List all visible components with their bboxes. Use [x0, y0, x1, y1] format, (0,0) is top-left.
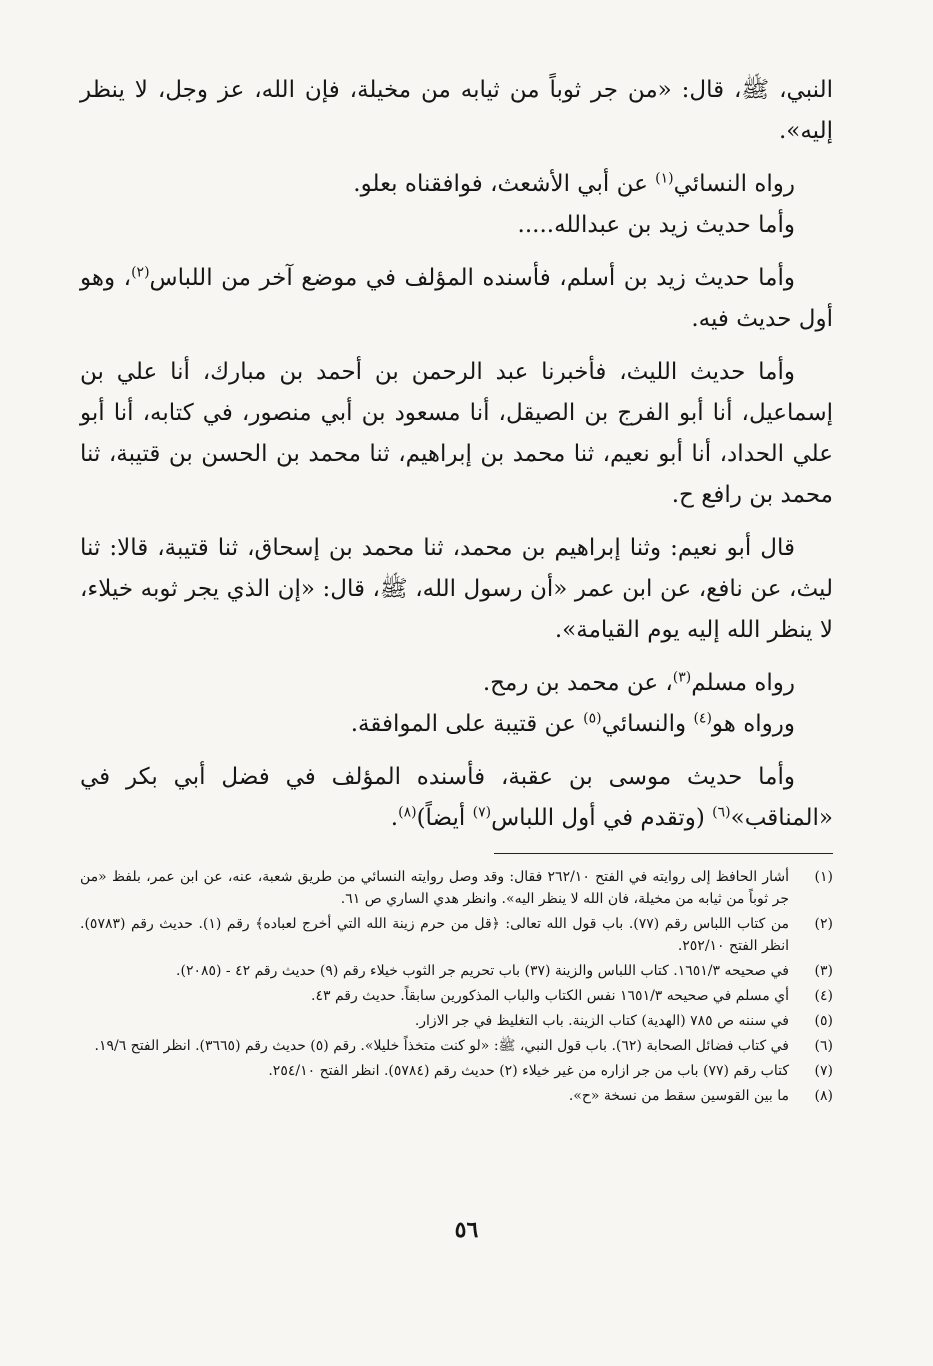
- paragraph-9-part-a: وأما حديث موسى بن عقبة، فأسنده المؤلف في فضل أبي بكر في «المناقب»: [80, 764, 833, 831]
- paragraph-7-tail: ، عن محمد بن رمح.: [482, 670, 673, 696]
- paragraph-4: [80, 258, 833, 340]
- footnote-number: (٧): [814, 1063, 833, 1079]
- footnote-text: ما بين القوسين سقط من نسخة «ح».: [568, 1088, 789, 1104]
- footnote-text: من كتاب اللباس رقم (٧٧). باب قول الله تعالى: ﴿قل من حرم زينة الله التي أخرج لعباده﴾ رقم (١). حديث رقم (٥٧٨٣). انظر الفتح ٢٥٢/١٠.: [80, 916, 789, 954]
- footnote-number: (٣): [814, 963, 833, 979]
- footnote-6: [80, 1035, 833, 1057]
- footnote-text: في كتاب فضائل الصحابة (٦٢). باب قول النبي، ﷺ: «لو كنت متخذاً خليلا». رقم (٥) حديث رقم (٣٦٦٥). انظر الفتح ١٩/٦.: [94, 1038, 789, 1054]
- paragraph-2-tail: عن أبي الأشعث، فوافقناه بعلو.: [353, 171, 656, 197]
- footnote-number: (٨): [814, 1088, 833, 1104]
- paragraph-9-part-d: .: [390, 805, 399, 831]
- footnote-4: [80, 985, 833, 1007]
- footnote-ref-8: (٨): [398, 804, 417, 821]
- footnote-text: في سننه ص ٧٨٥ (الهدية) كتاب الزينة. باب التغليظ في جر الازار.: [414, 1013, 789, 1029]
- page-content: [80, 70, 833, 1110]
- paragraph-1: النبي، ﷺ، قال: «من جر ثوباً من ثيابه من مخيلة، فإن الله، عز وجل، لا ينظر إليه».: [80, 77, 833, 144]
- paragraph-7: [80, 663, 833, 704]
- footnote-ref-6: (٦): [712, 804, 731, 821]
- footnote-number: (٥): [814, 1013, 833, 1029]
- footnote-number: (٤): [814, 988, 833, 1004]
- footnote-number: (١): [814, 869, 833, 885]
- footnote-5: [80, 1010, 833, 1032]
- footnote-ref-4: (٤): [693, 710, 712, 727]
- paragraph-2: [80, 164, 833, 205]
- page-number: ٥٦: [454, 1217, 479, 1243]
- footnote-number: (٢): [814, 916, 833, 932]
- paragraph-8-part-c: عن قتيبة على الموافقة.: [350, 711, 584, 737]
- footnote-text: كتاب رقم (٧٧) باب من جر ازاره من غير خيلاء (٢) حديث رقم (٥٧٨٤). انظر الفتح ٢٥٤/١٠.: [268, 1063, 789, 1079]
- footnote-number: (٦): [814, 1038, 833, 1054]
- paragraph-8-part-a: ورواه هو: [711, 711, 795, 737]
- paragraph-9: [80, 757, 833, 839]
- footnote-text: أي مسلم في صحيحه ١٦٥١/٣ نفس الكتاب والباب المذكورين سابقاً. حديث رقم ٤٣.: [311, 988, 789, 1004]
- footnote-text: أشار الحافظ إلى روايته في الفتح ٢٦٢/١٠ فقال: وقد وصل روايته النسائي من طريق شعبة، عنه، عن ابن عمر، بلفظ «من جر ثوباً من ثيابه من مخيلة، فان الله لا ينظر اليه». وانظر هدي الساري ص ٦١.: [80, 869, 789, 907]
- paragraph-6: قال أبو نعيم: وثنا إبراهيم بن محمد، ثنا محمد بن إسحاق، ثنا قتيبة، قالا: ثنا ليث، عن نافع، عن ابن عمر «أن رسول الله، ﷺ، قال: «إن الذي يجر ثوبه خيلاء، لا ينظر الله إليه يوم القيامة».: [80, 535, 833, 643]
- footnote-ref-7: (٧): [472, 804, 492, 821]
- paragraph-3: وأما حديث زيد بن عبدالله.....: [517, 212, 795, 238]
- paragraph-7-text: رواه مسلم: [691, 670, 795, 696]
- paragraph-2-text: رواه النسائي: [673, 171, 795, 197]
- footnote-ref-5: (٥): [583, 710, 602, 727]
- footnote-8: [80, 1085, 833, 1107]
- footnote-1: [80, 866, 833, 910]
- paragraph-8: [80, 704, 833, 745]
- main-text: [80, 70, 833, 839]
- paragraph-4-tail: ، وهو أول حديث فيه.: [80, 265, 833, 332]
- footnotes: [80, 866, 833, 1107]
- paragraph-4-text: وأما حديث زيد بن أسلم، فأسنده المؤلف في موضع آخر من اللباس: [149, 265, 795, 291]
- footnote-3: [80, 960, 833, 982]
- footnote-ref-1: (١): [655, 170, 674, 187]
- footnote-2: [80, 913, 833, 957]
- paragraph-9-part-b: (وتقدم في أول اللباس: [491, 805, 713, 831]
- footnote-ref-3: (٣): [672, 669, 692, 686]
- footnote-7: [80, 1060, 833, 1082]
- footnote-divider: [494, 853, 833, 854]
- paragraph-9-part-c: أيضاً): [416, 805, 473, 831]
- footnote-text: في صحيحه ١٦٥١/٣. كتاب اللباس والزينة (٣٧) باب تحريم جر الثوب خيلاء رقم (٩) حديث رقم ٤٢ - (٢٠٨٥).: [176, 963, 789, 979]
- paragraph-5: وأما حديث الليث، فأخبرنا عبد الرحمن بن أحمد بن مبارك، أنا علي بن إسماعيل، أنا أبو الفرج بن الصيقل، أنا مسعود بن أبي منصور، في كتابه، أنا أبو علي الحداد، أنا أبو نعيم، ثنا محمد بن إبراهيم، ثنا محمد بن الحسن بن قتيبة، ثنا محمد بن رافع ح.: [80, 359, 833, 508]
- footnote-ref-2: (٢): [131, 264, 150, 281]
- paragraph-8-part-b: والنسائي: [601, 711, 694, 737]
